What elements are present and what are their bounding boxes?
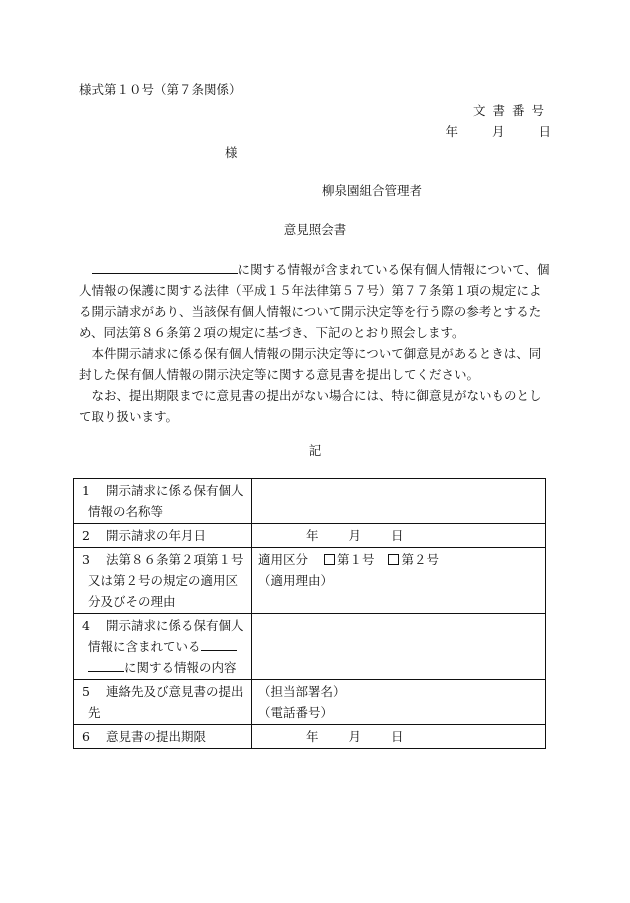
row-label: 2 開示請求の年月日 — [74, 524, 252, 548]
table-row — [74, 524, 546, 548]
table-row — [74, 614, 546, 680]
table-row — [74, 725, 546, 749]
date-day: 日 — [538, 124, 551, 139]
row-value — [252, 614, 546, 680]
paragraph-deadline-note: なお、提出期限までに意見書の提出がない場合には、特に御意見がないものとして取り扱います。 — [79, 388, 542, 424]
record-heading: 記 — [308, 443, 322, 458]
addressee-honorific: 様 — [225, 145, 238, 160]
table-row — [74, 680, 546, 725]
form-number: 様式第１０号（第７条関係） — [79, 82, 242, 97]
inquiry-details-table — [73, 478, 546, 749]
blank-line — [92, 262, 238, 274]
row-label: 4 開示請求に係る保有個人 情報に含まれている に関する情報の内容 — [74, 614, 252, 680]
blank-line — [201, 639, 237, 651]
date-month: 月 — [491, 124, 505, 139]
request-date-value: 年 月 日 — [252, 524, 546, 548]
table-row — [74, 479, 546, 524]
paragraph-inquiry — [79, 259, 551, 343]
checkbox-item-2[interactable] — [388, 554, 399, 565]
paragraph-inquiry-text: に関する情報が含まれている保有個人情報について、個人情報の保護に関する法律（平成１５年法律第５７号）第７７条第１項の規定による開示請求があり、当該保有個人情報について開示決定等を行う際の参考とするため、同法第８６条第２項の規定に基づき、下記のとおり照会します。 — [79, 262, 550, 340]
deadline-value: 年 月 日 — [252, 725, 546, 749]
checkbox-item-1[interactable] — [324, 554, 335, 565]
document-title: 意見照会書 — [283, 222, 347, 237]
row-label: 1 開示請求に係る保有個人 情報の名称等 — [74, 479, 252, 524]
sender-name: 柳泉園組合管理者 — [322, 183, 423, 198]
table-row — [74, 548, 546, 614]
row-label: 6 意見書の提出期限 — [74, 725, 252, 749]
application-category-value: 適用区分 第１号 第２号 （適用理由） — [252, 548, 546, 614]
date-year: 年 — [445, 124, 458, 139]
row-label: 3 法第８６条第２項第１号 又は第２号の規定の適用区 分及びその理由 — [74, 548, 252, 614]
issue-date-line — [445, 122, 551, 140]
contact-value: （担当部署名） （電話番号） — [252, 680, 546, 725]
paragraph-opinion-request: 本件開示請求に係る保有個人情報の開示決定等について御意見があるときは、同封した保有個人情報の開示決定等に関する意見書を提出してください。 — [79, 346, 542, 382]
row-label: 5 連絡先及び意見書の提出 先 — [74, 680, 252, 725]
row-value — [252, 479, 546, 524]
blank-line — [88, 660, 124, 672]
document-number-label: 文書番号 — [472, 103, 551, 118]
